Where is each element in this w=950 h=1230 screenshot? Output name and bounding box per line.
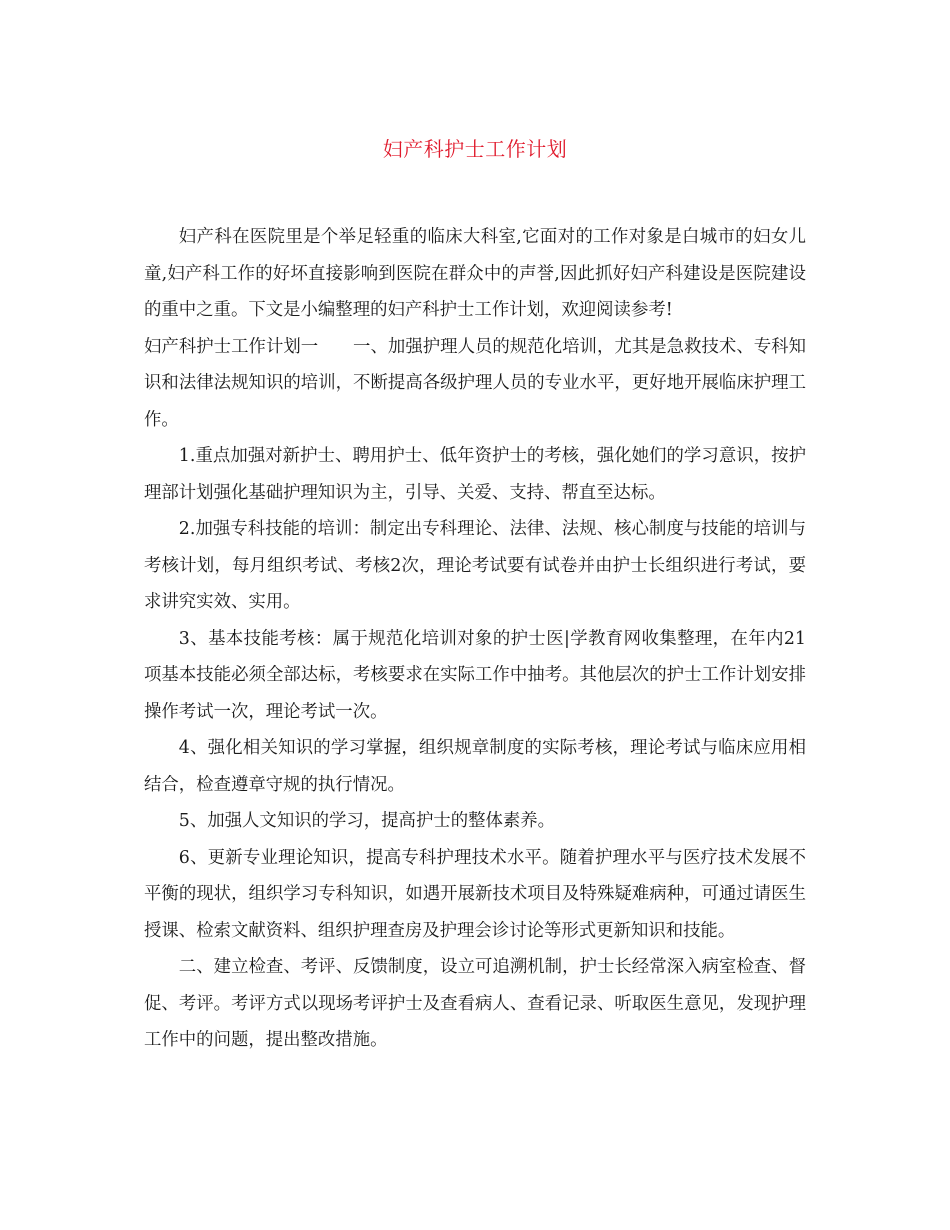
section-two-paragraph: 二、建立检查、考评、反馈制度，设立可追溯机制，护士长经常深入病室检查、督促、考评。考评方式以现场考评护士及查看病人、查看记录、听取医生意见，发现护理工作中的问题，提出整改措施。: [144, 957, 806, 1050]
item-6-paragraph: 6、更新专业理论知识，提高专科护理技术水平。随着护理水平与医疗技术发展不平衡的现状，组织学习专科知识，如遇开展新技术项目及特殊疑难病种，可通过请医生授课、检索文献资料、组织护理查房及护理会诊讨论等形式更新知识和技能。: [144, 847, 806, 941]
document-body: [144, 219, 806, 1059]
item-4-paragraph: 4、强化相关知识的学习掌握，组织规章制度的实际考核，理论考试与临床应用相结合，检查遵章守规的执行情况。: [144, 738, 806, 795]
item-5-paragraph: 5、加强人文知识的学习，提高护士的整体素养。: [178, 811, 556, 831]
item-2-paragraph: 2.加强专科技能的培训：制定出专科理论、法律、法规、核心制度与技能的培训与考核计划，每月组织考试、考核2次，理论考试要有试卷并由护士长组织进行考试，要求讲究实效、实用。: [144, 519, 806, 612]
item-1-paragraph: 1.重点加强对新护士、聘用护士、低年资护士的考核，强化她们的学习意识，按护理部计划强化基础护理知识为主，引导、关爱、支持、帮直至达标。: [144, 446, 806, 503]
plan-one-paragraph: 妇产科护士工作计划一 一、加强护理人员的规范化培训，尤其是急救技术、专科知识和法律法规知识的培训，不断提高各级护理人员的专业水平，更好地开展临床护理工作。: [144, 336, 806, 430]
document-title: 妇产科护士工作计划: [382, 137, 568, 161]
item-3-paragraph: 3、基本技能考核：属于规范化培训对象的护士医|学教育网收集整理，在年内21项基本技能必须全部达标，考核要求在实际工作中抽考。其他层次的护士工作计划安排操作考试一次，理论考试一次。: [144, 628, 806, 722]
intro-paragraph: 妇产科在医院里是个举足轻重的临床大科室,它面对的工作对象是白城市的妇女儿童,妇产科工作的好坏直接影响到医院在群众中的声誉,因此抓好妇产科建设是医院建设的重中之重。下文是小编整理的妇产科护士工作计划，欢迎阅读参考!: [144, 227, 806, 320]
